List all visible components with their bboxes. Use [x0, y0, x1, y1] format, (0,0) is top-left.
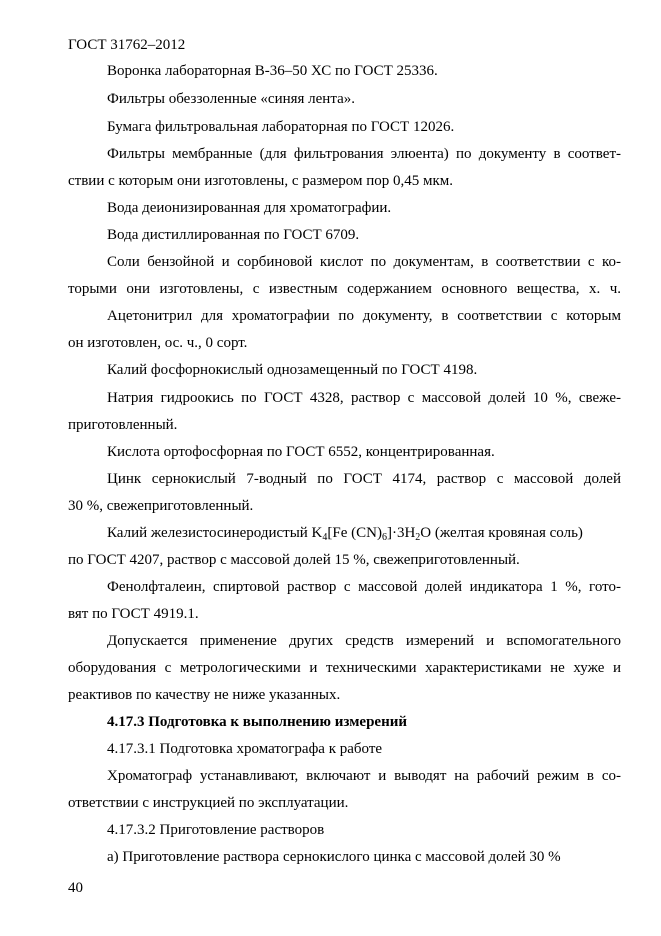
text-line: ответствии с инструкцией по эксплуатации.	[68, 795, 349, 811]
text-line: оборудования с метрологическими и техническими характеристиками не хуже и	[68, 660, 621, 676]
text-line: он изготовлен, ос. ч., 0 сорт.	[68, 335, 248, 351]
text-line-formula	[107, 524, 621, 542]
text-line: приготовленный.	[68, 417, 178, 433]
text-line: Допускается применение других средств измерений и вспомогательного	[107, 633, 621, 649]
section-heading: 4.17.3 Подготовка к выполнению измерений	[107, 714, 407, 730]
text-line: Кислота ортофосфорная по ГОСТ 6552, концентрированная.	[107, 444, 495, 460]
text-line: Воронка лабораторная В-36–50 ХС по ГОСТ 25336.	[107, 63, 438, 79]
subsection-heading: 4.17.3.1 Подготовка хроматографа к работе	[107, 741, 383, 757]
text-line: Хроматограф устанавливают, включают и выводят на рабочий режим в со-	[107, 768, 621, 784]
text-line: вят по ГОСТ 4919.1.	[68, 606, 199, 622]
document-code-header: ГОСТ 31762–2012	[68, 37, 186, 53]
text-line: Фильтры обеззоленные «синяя лента».	[107, 91, 355, 107]
text-line: 30 %, свежеприготовленный.	[68, 498, 254, 514]
text-line: Натрия гидроокись по ГОСТ 4328, раствор с массовой долей 10 %, свеже-	[107, 390, 621, 406]
text-line: Вода дистиллированная по ГОСТ 6709.	[107, 227, 360, 243]
text-line: Ацетонитрил для хроматографии по документу, в соответствии с которым	[107, 308, 621, 324]
page-number: 40	[68, 880, 83, 896]
text-line: Фильтры мембранные (для фильтрования элюента) по документу в соответ-	[107, 146, 621, 162]
text-line: по ГОСТ 4207, раствор с массовой долей 15 %, свежеприготовленный.	[68, 552, 520, 568]
text-line: Фенолфталеин, спиртовой раствор с массовой долей индикатора 1 %, гото-	[107, 579, 621, 595]
text-line: торыми они изготовлены, с известным содержанием основного вещества, х. ч.	[68, 281, 621, 297]
text-line: Цинк сернокислый 7-водный по ГОСТ 4174, раствор с массовой долей	[107, 471, 621, 487]
text-line: ствии с которым они изготовлены, с размером пор 0,45 мкм.	[68, 173, 454, 189]
text-line: Вода деионизированная для хроматографии.	[107, 200, 392, 216]
text-line: реактивов по качеству не ниже указанных.	[68, 687, 341, 703]
text-line: а) Приготовление раствора сернокислого цинка с массовой долей 30 %	[107, 849, 561, 865]
text-line: Соли бензойной и сорбиновой кислот по документам, в соответствии с ко-	[107, 254, 621, 270]
text-line: Бумага фильтровальная лабораторная по ГОСТ 12026.	[107, 119, 455, 135]
formula-text: Калий железистосинеродистый $K_4[Fe$ $(CN)_6]\cdot 3H_2O$ (желтая кровяная соль)	[107, 525, 583, 543]
text-line: Калий фосфорнокислый однозамещенный по ГОСТ 4198.	[107, 362, 478, 378]
subsection-heading: 4.17.3.2 Приготовление растворов	[107, 822, 325, 838]
